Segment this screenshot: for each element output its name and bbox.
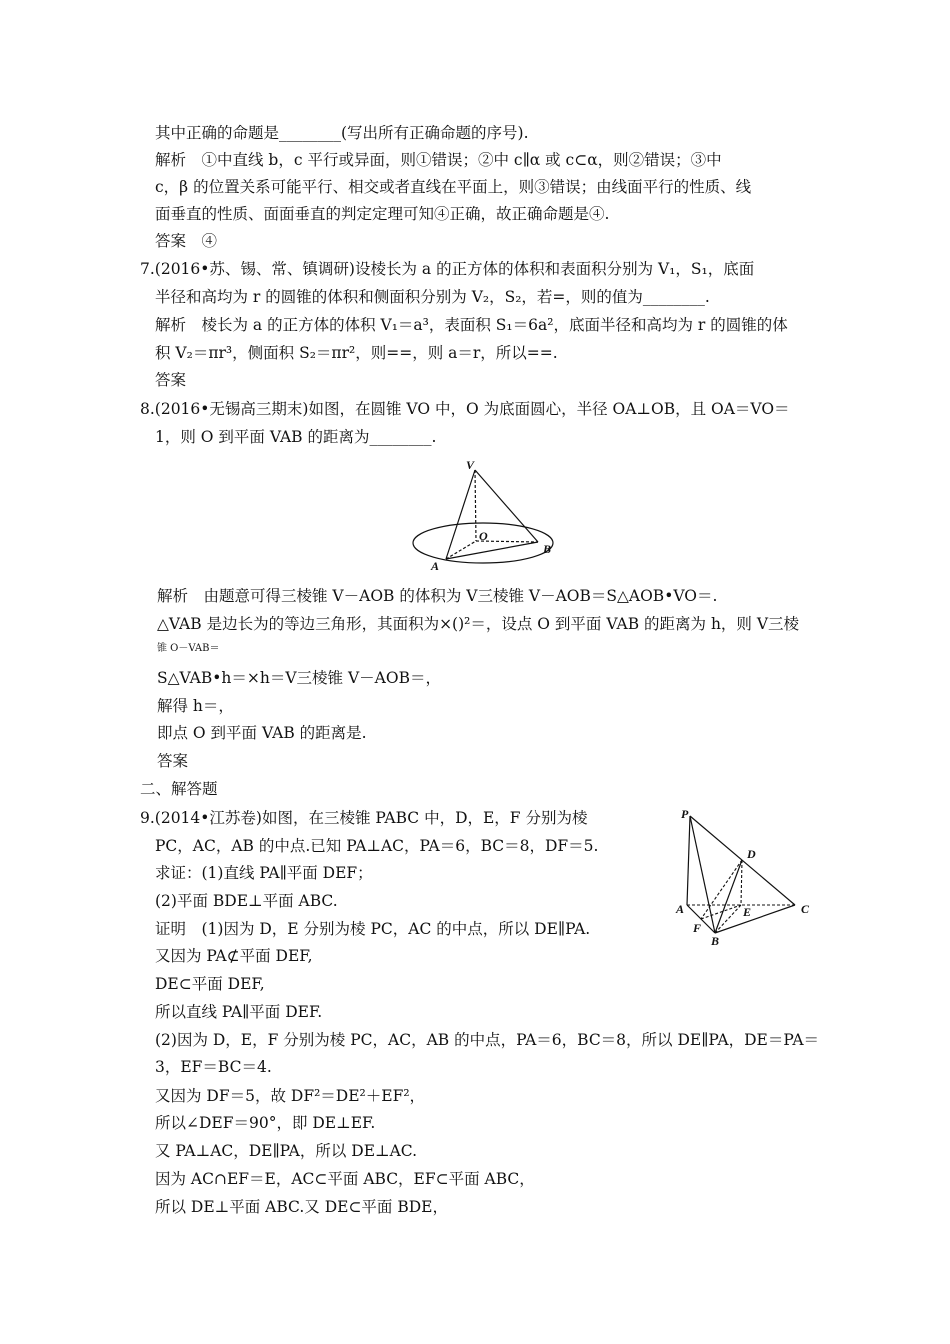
- pyramid-label-p: P: [681, 807, 689, 821]
- text-line: (2)平面 BDE⊥平面 ABC.: [155, 892, 338, 910]
- text-line: 解析 ①中直线 b，c 平行或异面，则①错误；②中 c∥α 或 c⊂α，则②错误；③中: [155, 151, 722, 169]
- text-line: 1，则 O 到平面 VAB 的距离为________.: [155, 428, 437, 446]
- cone-label-o: O: [479, 529, 488, 543]
- text-line: 证明 (1)因为 D，E 分别为棱 PC，AC 的中点，所以 DE∥PA.: [155, 920, 591, 938]
- section-heading: 二、解答题: [140, 780, 218, 798]
- pyramid-figure: [672, 806, 817, 946]
- text-line: 又因为 DF＝5，故 DF²＝DE²＋EF²，: [155, 1087, 426, 1105]
- text-line: 8.(2016•无锡高三期末)如图，在圆锥 VO 中，O 为底面圆心，半径 OA⊥OB，且 OA＝VO＝: [140, 400, 790, 418]
- text-line: 7.(2016•苏、锡、常、镇调研)设棱长为 a 的正方体的体积和表面积分别为 V₁，S₁，底面: [140, 260, 755, 278]
- text-line: 其中正确的命题是________(写出所有正确命题的序号).: [155, 124, 529, 142]
- text-line: 所以直线 PA∥平面 DEF.: [155, 1003, 323, 1021]
- pyramid-label-b: B: [711, 934, 720, 946]
- text-line: 求证：(1)直线 PA∥平面 DEF；: [155, 864, 373, 882]
- text-line: 3，EF＝BC＝4.: [155, 1058, 272, 1076]
- text-line: 所以∠DEF＝90°，即 DE⊥EF.: [155, 1114, 376, 1132]
- text-line: 答案: [157, 752, 189, 770]
- text-line: 所以 DE⊥平面 ABC.又 DE⊂平面 BDE，: [155, 1198, 448, 1216]
- cone-label-b: B: [543, 542, 552, 556]
- pyramid-label-a: A: [676, 902, 685, 916]
- text-line: 又 PA⊥AC，DE∥PA，所以 DE⊥AC.: [155, 1142, 418, 1160]
- pyramid-label-d: D: [747, 847, 756, 861]
- pyramid-label-e: E: [743, 905, 752, 919]
- cone-figure: [408, 456, 558, 574]
- text-line: 解析 棱长为 a 的正方体的体积 V₁＝a³，表面积 S₁＝6a²，底面半径和高均为 r 的圆锥的体: [155, 316, 788, 334]
- text-line: △VAB 是边长为的等边三角形，其面积为×()²＝，设点 O 到平面 VAB 的距离为 h，则 V三棱: [157, 615, 800, 633]
- text-line: DE⊂平面 DEF,: [155, 975, 265, 993]
- text-line: 面垂直的性质、面面垂直的判定定理可知④正确，故正确命题是④.: [155, 205, 610, 223]
- text-line: 又因为 PA⊄平面 DEF,: [155, 947, 313, 965]
- cone-label-v: V: [466, 458, 475, 472]
- text-line: 锥 O－VAB＝: [157, 643, 220, 654]
- text-line: 解析 由题意可得三棱锥 V－AOB 的体积为 V三棱锥 V－AOB＝S△AOB•VO＝.: [157, 587, 718, 605]
- text-line: 因为 AC∩EF＝E，AC⊂平面 ABC，EF⊂平面 ABC，: [155, 1170, 535, 1188]
- pyramid-label-c: C: [801, 902, 810, 916]
- cone-label-a: A: [431, 559, 440, 573]
- text-line: 即点 O 到平面 VAB 的距离是.: [157, 724, 367, 742]
- text-line: PC，AC，AB 的中点.已知 PA⊥AC，PA＝6，BC＝8，DF＝5.: [155, 837, 599, 855]
- text-line: 答案 ④: [155, 232, 218, 250]
- text-line: 半径和高均为 r 的圆锥的体积和侧面积分别为 V₂，S₂，若=，则的值为________.: [155, 288, 710, 306]
- pyramid-label-f: F: [693, 921, 702, 935]
- text-line: S△VAB•h＝×h＝V三棱锥 V－AOB＝，: [157, 669, 441, 687]
- text-line: (2)因为 D，E，F 分别为棱 PC，AC，AB 的中点，PA＝6，BC＝8，所以 DE∥PA，DE＝PA＝: [155, 1031, 820, 1049]
- text-line: 答案: [155, 371, 187, 389]
- text-line: 积 V₂＝πr³，侧面积 S₂＝πr²，则==，则 a＝r，所以==.: [155, 344, 558, 362]
- text-line: 9.(2014•江苏卷)如图，在三棱锥 PABC 中，D，E，F 分别为棱: [140, 809, 588, 827]
- text-line: 解得 h＝，: [157, 697, 234, 715]
- text-line: c，β 的位置关系可能平行、相交或者直线在平面上，则③错误；由线面平行的性质、线: [155, 178, 752, 196]
